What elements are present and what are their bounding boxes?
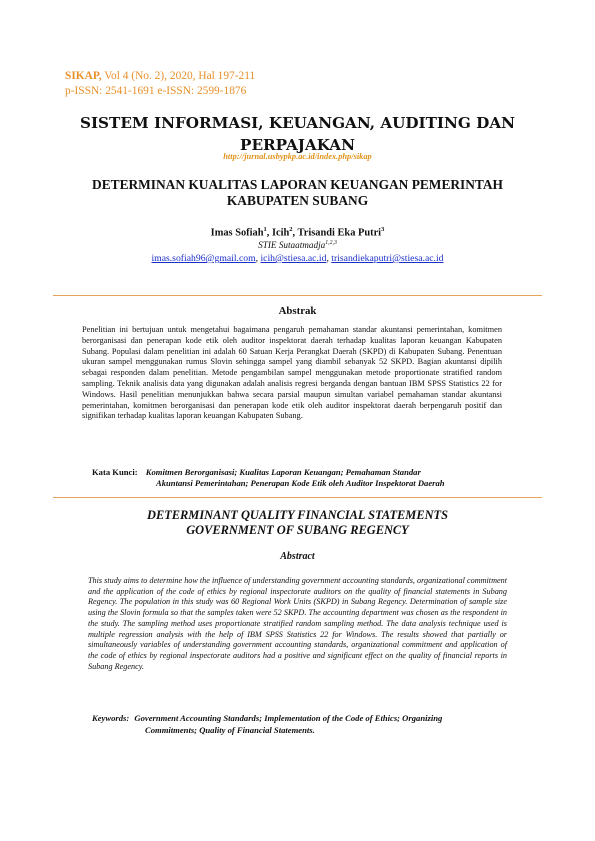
author-name: Trisandi Eka Putri [297, 227, 382, 239]
issn-line: p-ISSN: 2541-1691 e-ISSN: 2599-1876 [65, 85, 247, 97]
author-name: Imas Sofiah [210, 227, 264, 239]
keywords-label: Keywords: [92, 713, 130, 723]
abstract-heading: Abstract [280, 551, 315, 562]
email-link[interactable]: imas.sofiah96@gmail.com [151, 253, 256, 264]
kata-kunci-line1 [92, 467, 512, 478]
journal-title [40, 112, 555, 156]
keywords-line2 [145, 725, 515, 736]
section-divider [53, 497, 542, 498]
abstrak-heading: Abstrak [278, 305, 317, 317]
keywords-values: Government Accounting Standards; Implementation of the Code of Ethics; Organizing [134, 713, 443, 723]
author-affiliation-mark: 1 [263, 226, 267, 233]
paper-title-line1: DETERMINAN KUALITAS LAPORAN KEUANGAN PEMERINTAH [92, 177, 503, 192]
author-affiliation-mark: 3 [381, 226, 385, 233]
keywords-values-cont: Commitments; Quality of Financial Statements. [145, 725, 315, 735]
keywords-line1 [92, 713, 522, 724]
kata-kunci-label: Kata Kunci: [92, 467, 138, 477]
kata-kunci-values-cont: Akuntansi Pemerintahan; Penerapan Kode Etik oleh Auditor Inspektorat Daerah [156, 478, 445, 488]
journal-issue-line [65, 70, 255, 82]
paper-title-line2: KABUPATEN SUBANG [226, 193, 369, 208]
journal-name: SIKAP, [65, 70, 102, 82]
author-separator: , [266, 227, 272, 239]
issue-info: Vol 4 (No. 2), 2020, Hal 197-211 [101, 70, 256, 82]
journal-title-line2: PERPAJAKAN [240, 136, 355, 154]
email-link[interactable]: icih@stiesa.ac.id [260, 253, 327, 264]
english-title-line2: GOVERNMENT OF SUBANG REGENCY [186, 523, 409, 537]
journal-title-line1: SISTEM INFORMASI, KEUANGAN, AUDITING DAN [79, 114, 516, 132]
section-divider [53, 295, 542, 296]
email-separator: , [255, 253, 261, 264]
journal-url-link[interactable]: http://jurnal.usbypkp.ac.id/index.php/sikap [223, 152, 372, 161]
email-link[interactable]: trisandiekaputri@stiesa.ac.id [331, 253, 444, 264]
kata-kunci-line2 [156, 478, 516, 489]
email-list [0, 253, 595, 264]
paper-title [60, 177, 535, 209]
kata-kunci-values: Komitmen Berorganisasi; Kualitas Laporan Keuangan; Pemahaman Standar [145, 467, 421, 477]
english-title-line1: DETERMINANT QUALITY FINANCIAL STATEMENTS [147, 508, 448, 522]
abstrak-text: Penelitian ini bertujuan untuk mengetahui bagaimana pengaruh pemahaman standar akuntansi pemerintahan, komitmen berorganisasi dan penerapan kode etik oleh auditor inspektorat daerah terhadap kualitas laporan keuangan Kabupaten Subang. Populasi dalam penelitian ini adalah 60 Satuan Kerja Perangkat Daerah (SKPD) di Kabupaten Subang. Penentuan ukuran sampel menggunakan rumus Slovin sehingga sampel yang diambil sebanyak 52 SKPD. Bagian akuntansi dipilih sebagai responden dalam penelitian. Metode pengambilan sampel menggunakan metode proportionate stratified random sampling. Teknik analisis data yang digunakan adalah analisis regresi berganda dengan bantuan IBM SPSS Statistics 22 for Windows. Hasil penelitian menunjukkan bahwa secara parsial maupun simultan variabel pemahaman standar akuntansi pemerintahan, komitmen berorganisasi dan penerapan kode etik oleh auditor inspektorat daerah berpengaruh positif dan signifikan terhadap kualitas laporan keuangan Kabupaten Subang. [82, 325, 502, 421]
affiliation [0, 240, 595, 250]
abstract-text: This study aims to determine how the influence of understanding government accounting standards, organizational commitment and the application of the code of ethics by regional inspectorate auditors on the quality of financial statements in Subang Regency. The population in this study was 60 Regional Work Units (SKPD) in Subang Regency. Determination of sample size using the Slovin formula so that the samples taken were 52 SKPD. The accounting department was chosen as the respondent in the study. The sampling method uses proportionate stratified random sampling method. The data analysis technique used is multiple regression analysis with the help of IBM SPSS Statistics 22 for Windows. The results showed that partially or simultaneously variables of understanding government accounting standards, organizational commitment and application of the code of ethics by regional inspectorate auditors had a positive and significant effect on the quality of financial reports in Subang Regency. [88, 576, 507, 671]
affiliation-name: STIE Sutaatmadja [258, 240, 326, 251]
author-separator: , [292, 227, 298, 239]
email-separator: , [326, 253, 332, 264]
author-affiliation-mark: 2 [289, 226, 293, 233]
english-title [60, 508, 535, 538]
author-list [0, 226, 595, 238]
author-name: Icih [271, 227, 290, 239]
affiliation-mark: 1,2,3 [325, 240, 337, 246]
